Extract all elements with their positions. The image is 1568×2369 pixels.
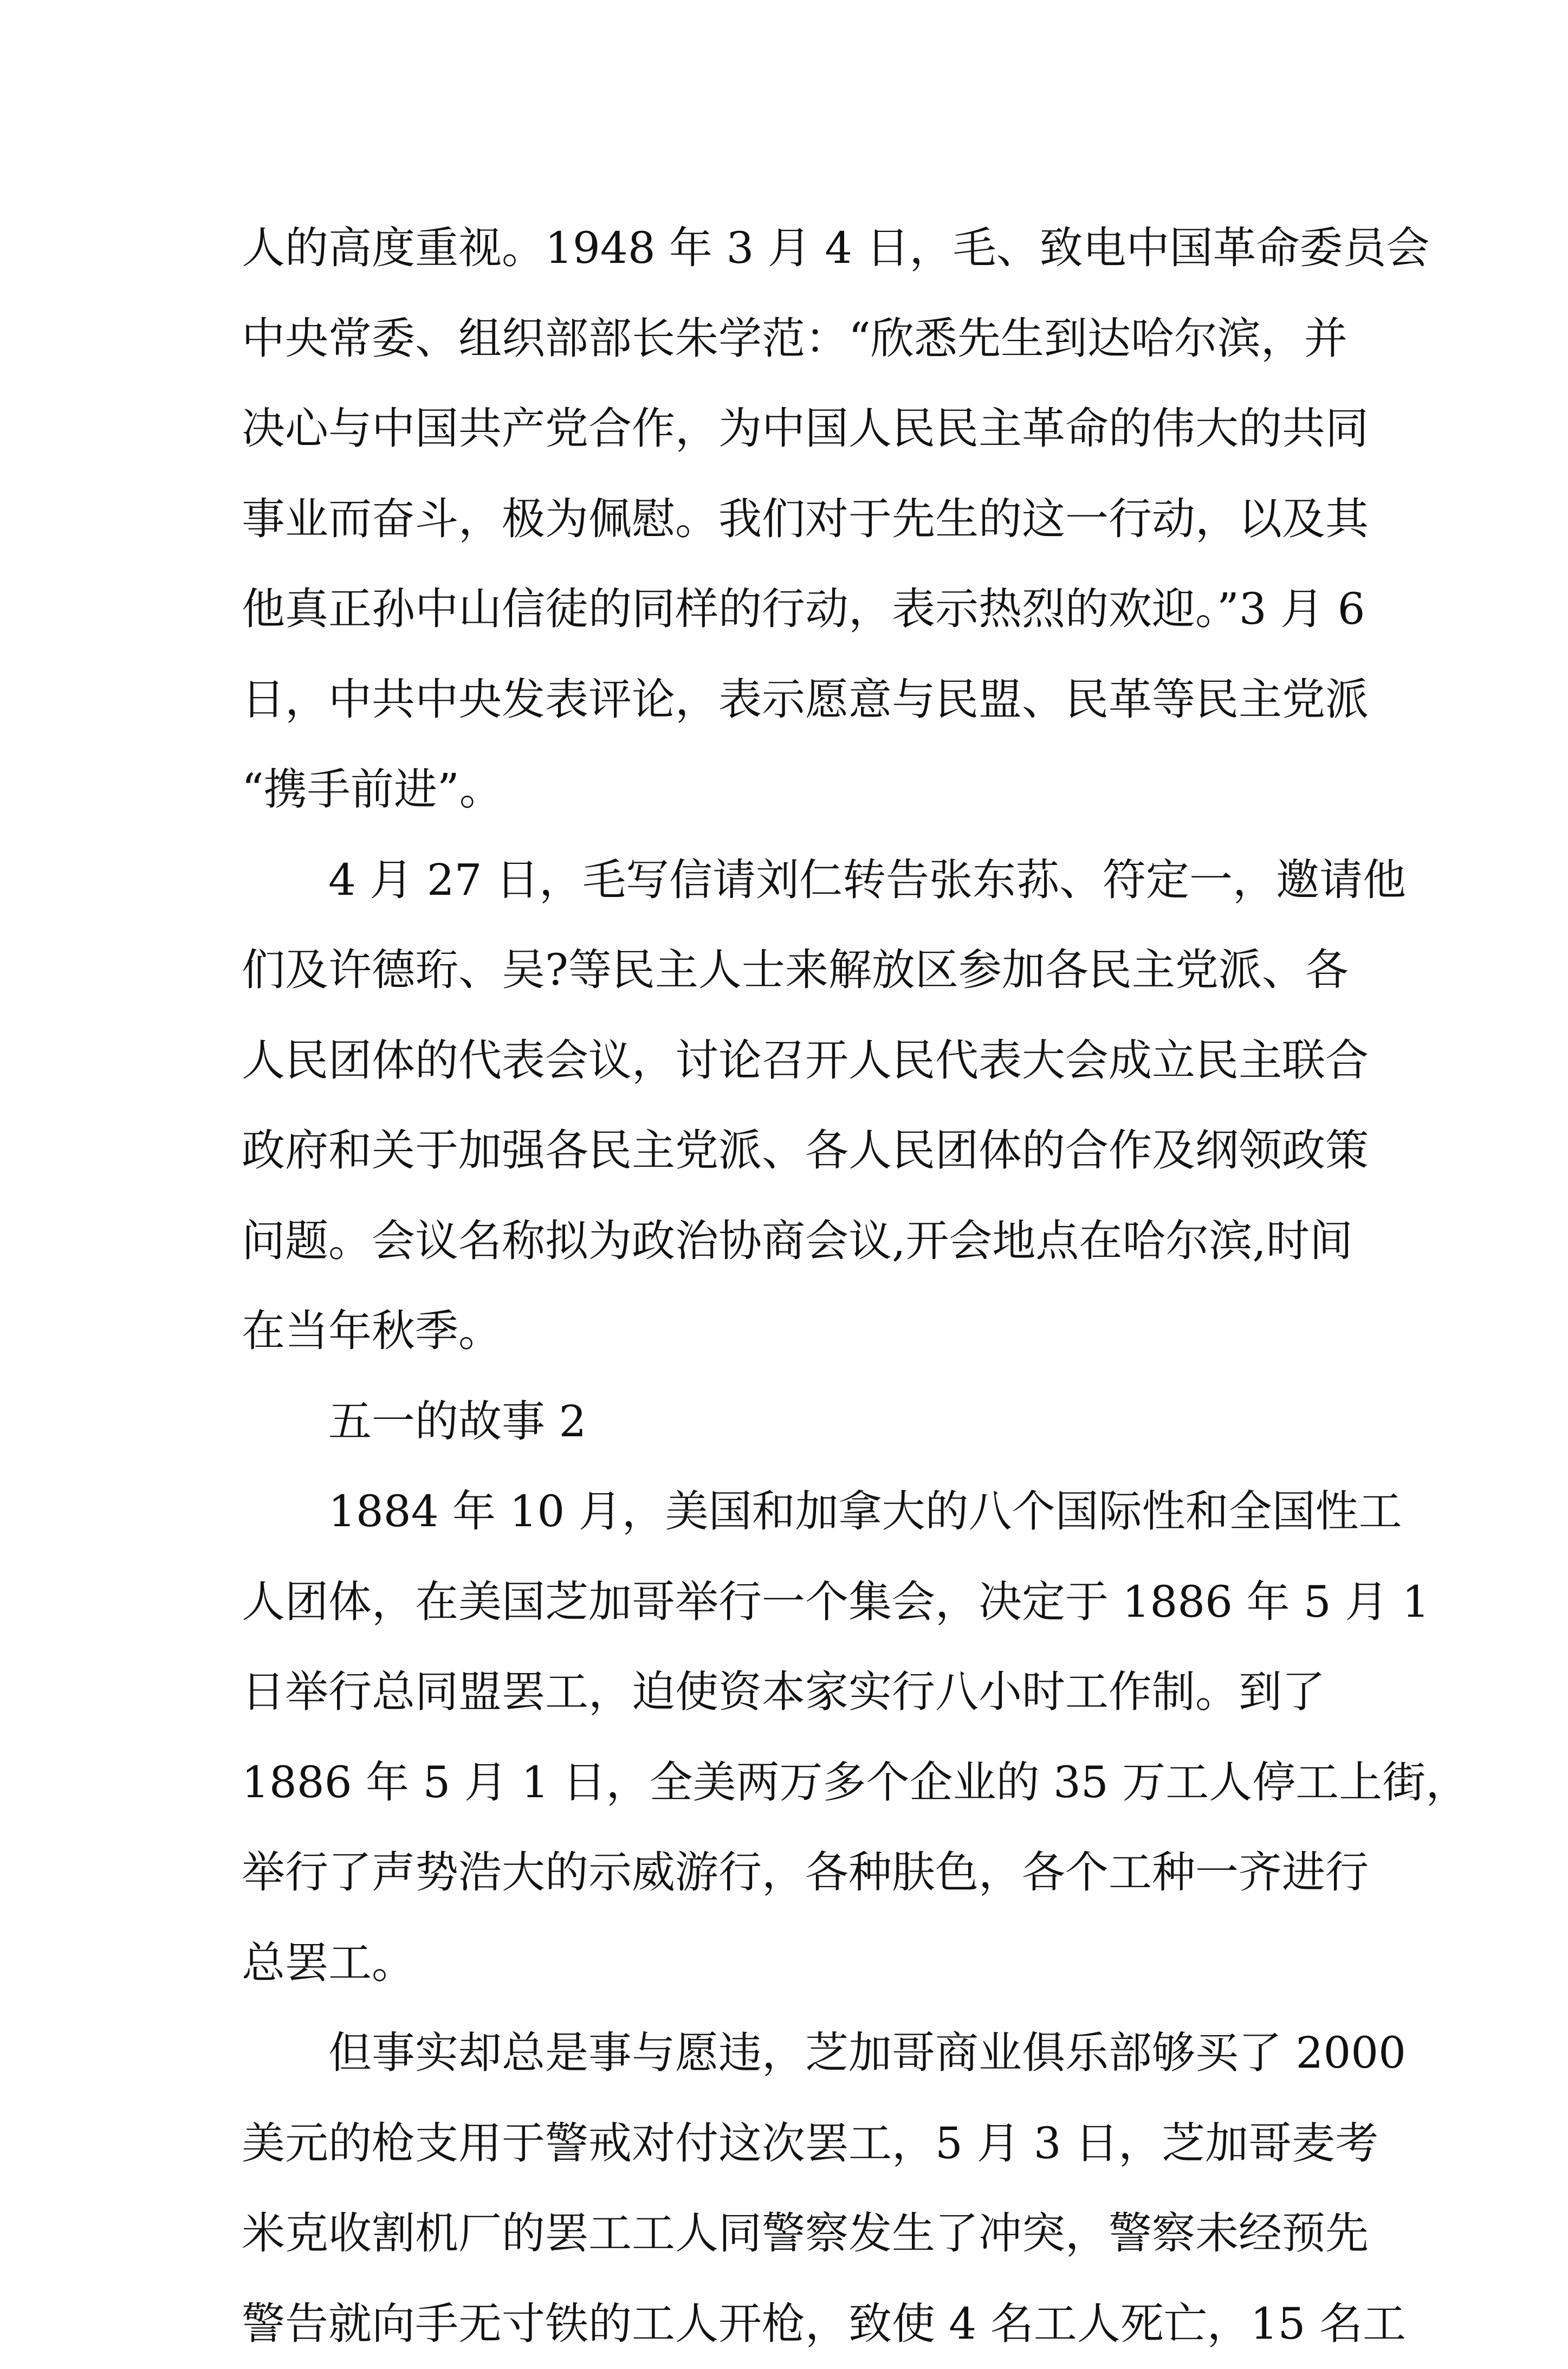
paragraph — [242, 2008, 1342, 2369]
section-heading — [242, 1377, 1342, 1467]
text-line: 1886 年 5 月 1 日，全美两万多个企业的 35 万工人停工上街， — [242, 1738, 1342, 1828]
text-line: 人团体，在美国芝加哥举行一个集会，决定于 1886 年 5 月 1 — [242, 1557, 1342, 1648]
text-line: 问题。会议名称拟为政治协商会议,开会地点在哈尔滨,时间 — [242, 1196, 1342, 1287]
text-line: 日，中共中央发表评论，表示愿意与民盟、民革等民主党派 — [242, 655, 1342, 745]
text-line: 警告就向手无寸铁的工人开枪，致使 4 名工人死亡，15 名工 — [242, 2279, 1342, 2369]
text-line: 他真正孙中山信徒的同样的行动，表示热烈的欢迎。”3 月 6 — [242, 564, 1342, 655]
paragraph — [242, 835, 1342, 1377]
text-line: 五一的故事 2 — [242, 1377, 1342, 1467]
text-line: 4 月 27 日，毛写信请刘仁转告张东荪、符定一，邀请他 — [242, 835, 1342, 926]
text-line: 决心与中国共产党合作，为中国人民民主革命的伟大的共同 — [242, 384, 1342, 474]
text-line: 举行了声势浩大的示威游行，各种肤色，各个工种一齐进行 — [242, 1828, 1342, 1918]
text-line: 们及许德珩、吴?等民主人士来解放区参加各民主党派、各 — [242, 925, 1342, 1016]
text-line: 政府和关于加强各民主党派、各人民团体的合作及纲领政策 — [242, 1106, 1342, 1196]
text-line: 在当年秋季。 — [242, 1286, 1342, 1377]
text-line: “携手前进”。 — [242, 745, 1342, 835]
text-line: 人民团体的代表会议，讨论召开人民代表大会成立民主联合 — [242, 1016, 1342, 1106]
text-line: 米克收割机厂的罢工工人同警察发生了冲突，警察未经预先 — [242, 2189, 1342, 2279]
text-line: 事业而奋斗，极为佩慰。我们对于先生的这一行动，以及其 — [242, 474, 1342, 565]
paragraph — [242, 203, 1342, 835]
text-line: 人的高度重视。1948 年 3 月 4 日，毛、致电中国革命委员会 — [242, 203, 1342, 294]
text-line: 中央常委、组织部部长朱学范：“欣悉先生到达哈尔滨，并 — [242, 294, 1342, 384]
text-line: 日举行总同盟罢工，迫使资本家实行八小时工作制。到了 — [242, 1647, 1342, 1738]
text-line: 总罢工。 — [242, 1918, 1342, 2009]
paragraph — [242, 1467, 1342, 2008]
text-line: 美元的枪支用于警戒对付这次罢工，5 月 3 日，芝加哥麦考 — [242, 2099, 1342, 2189]
text-line: 1884 年 10 月，美国和加拿大的八个国际性和全国性工 — [242, 1467, 1342, 1557]
document-body — [242, 203, 1342, 2369]
text-line: 但事实却总是事与愿违，芝加哥商业俱乐部够买了 2000 — [242, 2008, 1342, 2099]
